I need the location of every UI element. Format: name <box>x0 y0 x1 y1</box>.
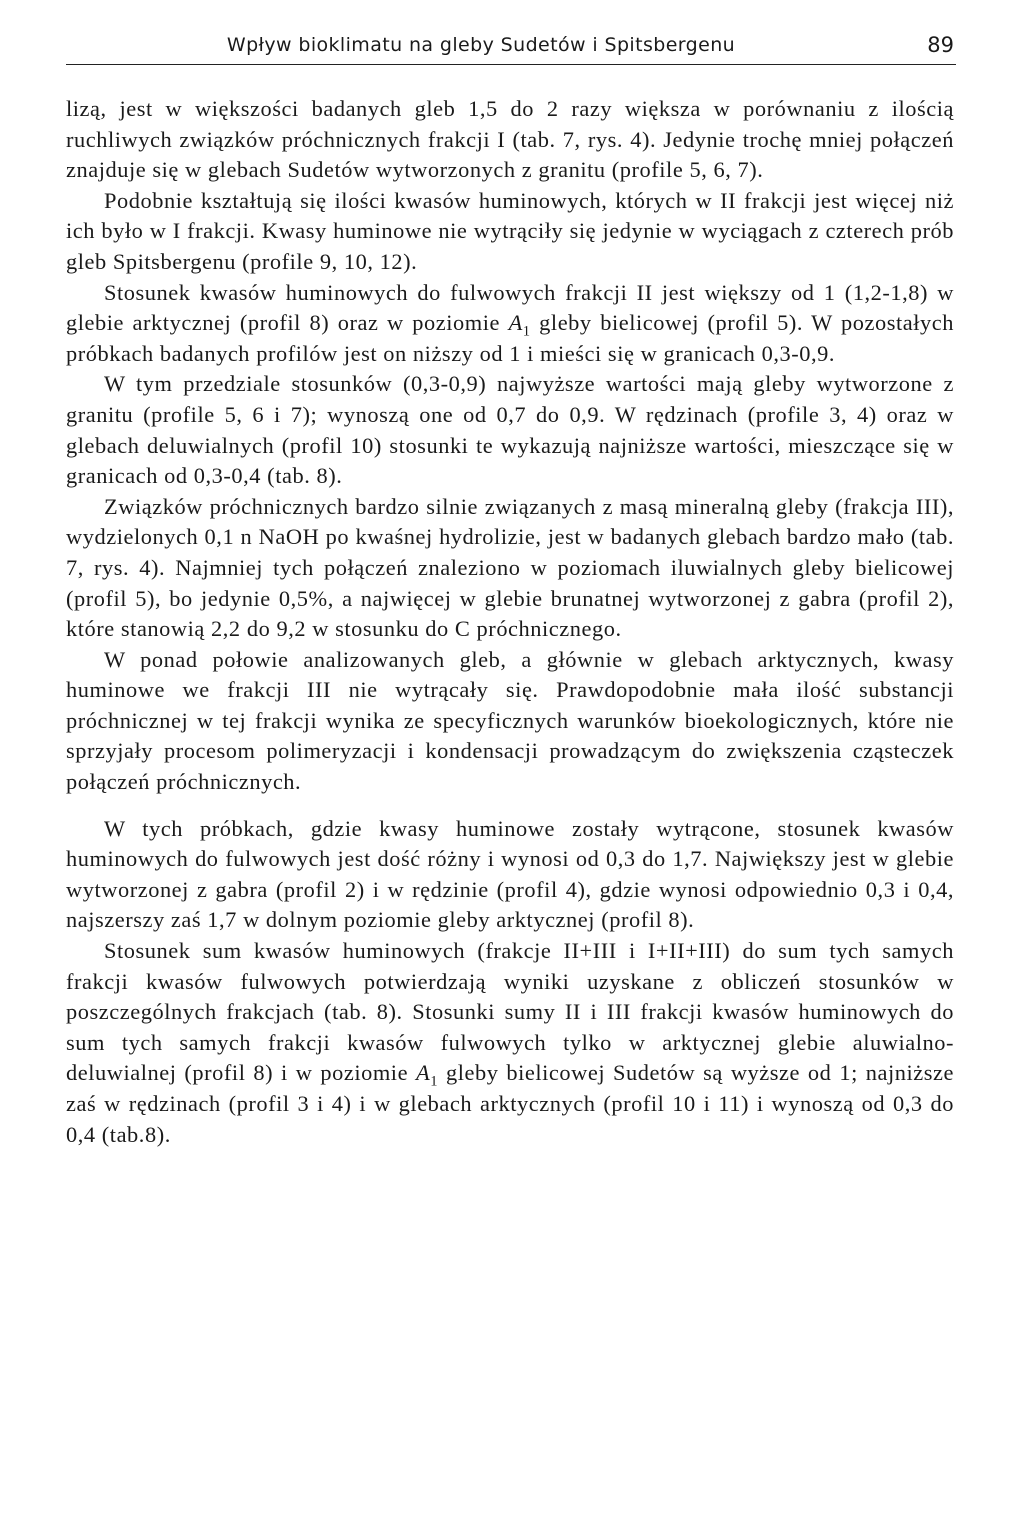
running-header <box>66 30 956 65</box>
paragraph-6: W ponad połowie analizowanych gleb, a głównie w glebach arktycznych, kwasy huminowe we frakcji III nie wytrącały się. Prawdopodobnie mała ilość substancji próchnicznej w tej frakcji wynika ze specyficznych warunków bioekologicznych, które nie sprzyjały procesom polimeryzacji i kondensacji prowadzącym do zwiększenia cząsteczek połączeń próchnicznych. <box>66 646 954 795</box>
running-title: Wpływ bioklimatu na gleby Sudetów i Spitsbergenu <box>226 34 736 56</box>
horizon-subscript: 1 <box>522 323 531 340</box>
paragraph-1: lizą, jest w większości badanych gleb 1,5 do 2 razy większa w porównaniu z ilością ruchliwych związków próchnicznych frakcji I (tab. 7, rys. 4). Jedynie trochę mniej połączeń znajduje się w glebach Sudetów wytworzonych z granitu (profile 5, 6, 7). <box>66 96 954 183</box>
paragraph-7: W tych próbkach, gdzie kwasy huminowe zostały wytrącone, stosunek kwasów huminowych do fulwowych jest dość różny i wynosi od 0,3 do 1,7. Największy jest w glebie wytworzonej z gabra (profil 2) i w rędzinie (profil 4), gdzie wynosi odpowiednio 0,3 i 0,4, najszerszy zaś 1,7 w dolnym poziomie gleby arktycznej (profil 8). <box>66 815 954 933</box>
paragraph-8 <box>66 936 954 1150</box>
body-text <box>66 94 954 1150</box>
paragraph-3-text-before: Stosunek kwasów huminowych do fulwowych frakcji II jest większy od 1 (1,2-1,8) w glebie arktycznej (profil 8) oraz w poziomie <box>66 279 954 336</box>
paragraph-8-text-after: gleby bielicowej Sudetów są wyższe od 1; najniższe zaś w rędzinach (profil 3 i 4) i w glebach arktycznych (profil 10 i 11) i wynoszą od 0,3 do 0,4 (tab.8). <box>66 1060 954 1147</box>
horizon-symbol: A <box>508 310 523 336</box>
page-number: 89 <box>927 33 954 57</box>
horizon-symbol: A <box>415 1060 431 1086</box>
paragraph-3 <box>66 278 954 370</box>
paragraph-8-text-before: Stosunek sum kwasów huminowych (frakcje II+III i I+II+III) do sum tych samych frakcji kwasów fulwowych potwierdzają wyniki uzyskane z obliczeń stosunków w poszczególnych frakcjach (tab. 8). Stosunki sumy II i III frakcji kwasów huminowych do sum tych samych frakcji kwasów fulwowych tylko w arktycznej glebie aluwialno-deluwialnej (profil 8) i w poziomie <box>66 938 954 1086</box>
horizon-subscript: 1 <box>430 1073 439 1090</box>
paragraph-4: W tym przedziale stosunków (0,3-0,9) najwyższe wartości mają gleby wytworzone z granitu (profile 5, 6 i 7); wynoszą one od 0,7 do 0,9. W rędzinach (profile 3, 4) oraz w glebach deluwialnych (profil 10) stosunki te wykazują najniższe wartości, mieszczące się w granicach od 0,3-0,4 (tab. 8). <box>66 371 954 489</box>
paragraph-5: Związków próchnicznych bardzo silnie związanych z masą mineralną gleby (frakcja III), wydzielonych 0,1 n NaOH po kwaśnej hydrolizie, jest w badanych glebach bardzo mało (tab. 7, rys. 4). Najmniej tych połączeń znaleziono w poziomach iluwialnych gleby bielicowej (profil 5), bo jedynie 0,5%, a najwięcej w glebie brunatnej wytworzonej z gabra (profil 2), które stanowią 2,2 do 9,2 w stosunku do C próchnicznego. <box>66 493 954 642</box>
paragraph-3-text-after: gleby bielicowej (profil 5). W pozostałych próbkach badanych profilów jest on niższy od 1 i mieści się w granicach 0,3-0,9. <box>66 310 954 366</box>
paragraph-2: Podobnie kształtują się ilości kwasów huminowych, których w II frakcji jest więcej niż ich było w I frakcji. Kwasy huminowe nie wytrąciły się jedynie w wyciągach z czterech prób gleb Spitsbergenu (profile 9, 10, 12). <box>66 187 954 274</box>
